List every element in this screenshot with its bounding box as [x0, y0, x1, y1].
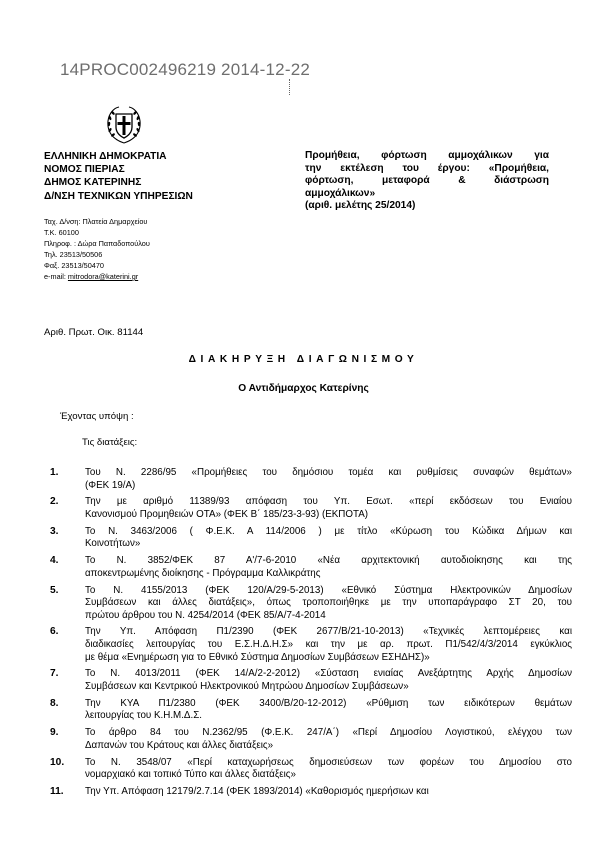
- document-title: ΔΙΑΚΗΡΥΞΗ ΔΙΑΓΩΝΙΣΜΟΥ: [188, 354, 419, 365]
- provision-text-line: με θέμα «Ενημέρωση για το Εθνικό Σύστημα Δημοσίων Συμβάσεων ΕΣΗΔΗΣ)»: [85, 651, 430, 663]
- fold-marker: [289, 79, 292, 95]
- provision-item: [50, 467, 572, 492]
- contact-details: [44, 216, 150, 282]
- contact-fax: Φαξ. 23513/50470: [44, 261, 104, 270]
- contact-info: Πληροφ. : Δώρα Παπαδοπούλου: [44, 239, 150, 248]
- subject-line: Προμήθεια, φόρτωση αμμοχάλικων για: [305, 150, 549, 161]
- provision-text-line: διαδικασίες λειτουργίας του Ε.Σ.Η.Δ.Η.Σ» και την με αρ. πρωτ. Π1/542/4/3/2014 εγκύκλιος: [85, 639, 572, 651]
- email-link[interactable]: mitrodora@katerini.gr: [67, 272, 139, 281]
- email-label: e-mail:: [44, 272, 68, 281]
- authority-line: Δ/ΝΣΗ ΤΕΧΝΙΚΩΝ ΥΠΗΡΕΣΙΩΝ: [44, 190, 193, 202]
- provision-text-line: πρώτου άρθρου του Ν. 4254/2014 (ΦΕΚ 85/Α/7-4-2014: [85, 609, 326, 621]
- provision-item: [50, 727, 572, 752]
- provision-text-line: Το Ν. 3463/2006 ( Φ.Ε.Κ. Α 114/2006 ) με τίτλο «Κύρωση του Κώδικα Δήμων και: [85, 525, 572, 537]
- provision-number: 7.: [50, 668, 59, 680]
- provision-text-line: Το Ν. 4155/2013 (ΦΕΚ 120/Α/29-5-2013) «Εθνικό Σύστημα Ηλεκτρονικών Δημοσίων: [85, 584, 572, 596]
- subject-block: [305, 150, 549, 213]
- provisions-intro: Τις διατάξεις:: [82, 437, 138, 448]
- provision-text-line: Δαπανών του Κράτους και άλλες διατάξεις»: [85, 739, 274, 751]
- provision-number: 1.: [50, 467, 59, 478]
- subject-line: (αριθ. μελέτης 25/2014): [305, 200, 416, 212]
- provision-item: [50, 585, 572, 623]
- provision-text-line: νομαρχιακό και τοπικό Τύπο και άλλες διατάξεις»: [85, 769, 296, 781]
- provision-number: 3.: [50, 525, 59, 537]
- provision-item: [50, 496, 572, 521]
- contact-address: Ταχ. Δ/νση: Πλατεία Δημαρχείου: [44, 217, 148, 226]
- provision-text-line: Του Ν. 2286/95 «Προμήθειες του δημόσιου τομέα και ρυθμίσεις συναφών θεμάτων»: [85, 467, 572, 478]
- authority-line: ΔΗΜΟΣ ΚΑΤΕΡΙΝΗΣ: [44, 177, 142, 189]
- greek-coat-of-arms-icon: [102, 103, 146, 147]
- authority-line: ΝΟΜΟΣ ΠΙΕΡΙΑΣ: [44, 164, 125, 176]
- provision-text-line: λειτουργίας του Κ.Η.Μ.Δ.Σ.: [85, 710, 202, 722]
- protocol-number: Αριθ. Πρωτ. Οικ. 81144: [44, 327, 144, 338]
- contact-email-row: [44, 271, 150, 282]
- provision-text-line: Συμβάσεων και Κεντρικού Ηλεκτρονικού Μητρώου Δημοσίων Συμβάσεων»: [85, 681, 409, 693]
- provision-item: [50, 757, 572, 782]
- provision-text-line: Συμβάσεων και άλλες διατάξεις», όπως τροποποιήθηκε με την υποπαράγραφο ΣΤ 20, του: [85, 597, 572, 609]
- provisions-list: [50, 467, 572, 803]
- provision-item: [50, 668, 572, 693]
- provision-number: 4.: [50, 555, 59, 567]
- authority-line: ΕΛΛΗΝΙΚΗ ΔΗΜΟΚΡΑΤΙΑ: [44, 151, 167, 162]
- provision-text-line: Κανονισμού Προμηθειών ΟΤΑ» (ΦΕΚ Β΄ 185/23-3-93) (ΕΚΠΟΤΑ): [85, 508, 369, 520]
- provision-number: 10.: [50, 756, 65, 768]
- provision-item: [50, 786, 572, 799]
- provision-item: [50, 626, 572, 664]
- provision-text-line: Την με αριθμό 11389/93 απόφαση του Υπ. Εσωτ. «περί εκδόσεων του Ενιαίου: [85, 496, 572, 508]
- provision-text-line: Την ΚΥΑ Π1/2380 (ΦΕΚ 3400/Β/20-12-2012) «Ρύθμιση των ειδικότερων θεμάτων: [85, 697, 572, 709]
- subject-line: αμμοχάλικων»: [305, 187, 376, 199]
- provision-text-line: Κοινοτήτων»: [85, 538, 141, 550]
- provision-number: 2.: [50, 496, 59, 508]
- having-regard: Έχοντας υπόψη :: [60, 411, 134, 422]
- provision-number: 11.: [50, 785, 64, 797]
- subject-line: την εκτέλεση του έργου: «Προμήθεια,: [305, 162, 549, 174]
- provision-text-line: Την Υπ. Απόφαση Π1/2390 (ΦΕΚ 2677/Β/21-10-2013) «Τεχνικές λεπτομέρειες και: [85, 626, 572, 638]
- provision-text-line: Την Υπ. Απόφαση 12179/2.7.14 (ΦΕΚ 1893/2014) «Καθορισμός ημερήσιων και: [85, 785, 429, 797]
- contact-phone: Τηλ. 23513/50506: [44, 250, 103, 259]
- provision-text-line: Το Ν. 3548/07 «Περί καταχωρήσεως δημοσιεύσεων των φορέων του Δημοσίου στο: [85, 756, 572, 768]
- issuing-authority: [44, 150, 193, 203]
- provision-text-line: Το Ν. 3852/ΦΕΚ 87 Α'/7-6-2010 «Νέα αρχιτεκτονική αυτοδιοίκησης και της: [85, 555, 572, 567]
- provision-item: [50, 555, 572, 580]
- provision-number: 5.: [50, 584, 59, 596]
- provision-item: [50, 698, 572, 723]
- provision-number: 8.: [50, 697, 59, 709]
- provision-text-line: Το άρθρο 84 του Ν.2362/95 (Φ.Ε.Κ. 247/Α΄) «Περί Δημοσίου Λογιστικού, ελέγχου των: [85, 727, 572, 739]
- provision-number: 9.: [50, 727, 59, 739]
- document-id: 14PROC002496219 2014-12-22: [60, 60, 310, 79]
- subject-line: φόρτωση, μεταφορά & διάστρωση: [305, 175, 549, 187]
- document-subtitle: Ο Αντιδήμαρχος Κατερίνης: [238, 383, 369, 394]
- provision-text-line: αποκεντρωμένης διοίκησης - Πρόγραμμα Καλλικράτης: [85, 567, 321, 579]
- provision-text-line: Το Ν. 4013/2011 (ΦΕΚ 14/Α/2-2-2012) «Σύσταση ενιαίας Ανεξάρτητης Αρχής Δημοσίων: [85, 668, 572, 680]
- provision-item: [50, 526, 572, 551]
- provision-text-line: (ΦΕΚ 19/Α): [85, 479, 136, 491]
- provision-number: 6.: [50, 626, 59, 638]
- contact-postal-code: Τ.Κ. 60100: [44, 228, 79, 237]
